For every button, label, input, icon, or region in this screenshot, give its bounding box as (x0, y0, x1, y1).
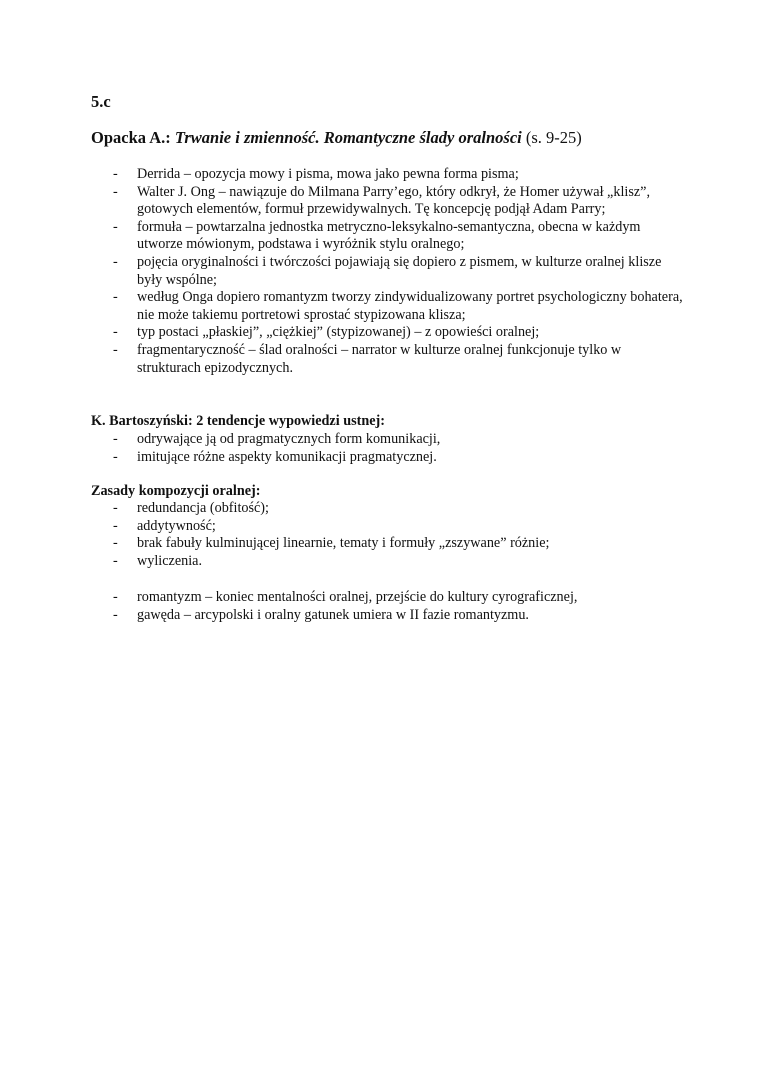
list-item (113, 342, 683, 377)
list-item-text: gawęda – arcypolski i oralny gatunek umiera w II fazie romantyzmu. (137, 606, 529, 623)
list-dash: - (113, 166, 118, 182)
list-item-text: brak fabuły kulminującej linearnie, tematy i formuły „zszywane” różnie; (137, 535, 550, 552)
list-item-text: addytywność; (137, 517, 216, 534)
list-dash: - (113, 448, 118, 465)
list-item-text: odrywające ją od pragmatycznych form komunikacji, (137, 431, 441, 447)
list-dash: - (113, 431, 118, 447)
list-dash: - (113, 324, 118, 341)
list-dash: - (113, 218, 118, 235)
list-item-text: typ postaci „płaskiej”, „ciężkiej” (stypizowanej) – z opowieści oralnej; (137, 324, 540, 341)
list-item (113, 166, 683, 184)
list-item-text: według Onga dopiero romantyzm tworzy zindywidualizowany portret psychologiczny bohatera, nie może takiemu portretowi sprostać stypizowana klisza; (137, 289, 683, 323)
list-item (113, 535, 683, 553)
notes-list-romanticism (113, 589, 683, 624)
list-item-text: Walter J. Ong – nawiązuje do Milmana Parry’ego, który odkrył, że Homer używał „klisz”, gotowych elementów, formuł przewidywalnych. Tę koncepcję podjął Adam Parry; (137, 183, 650, 218)
list-dash: - (113, 589, 118, 605)
list-item (113, 431, 683, 449)
heading-author: Opacka A.: (91, 128, 171, 147)
list-item-text: Derrida – opozycja mowy i pisma, mowa jako pewna forma pisma; (137, 166, 519, 182)
main-heading (91, 128, 582, 148)
list-dash: - (113, 253, 118, 270)
list-item-text: romantyzm – koniec mentalności oralnej, przejście do kultury cyrograficznej, (137, 589, 578, 605)
list-item-text: fragmentaryczność – ślad oralności – narrator w kulturze oralnej funkcjonuje tylko w strukturach epizodycznych. (137, 341, 622, 376)
list-item (113, 518, 683, 536)
list-item (113, 449, 683, 467)
heading-pages: (s. 9-25) (525, 128, 582, 147)
list-item (113, 553, 683, 571)
list-dash: - (113, 535, 118, 552)
list-item-text: wyliczenia. (137, 552, 202, 569)
list-item (113, 184, 683, 219)
list-dash: - (113, 341, 118, 358)
list-item-text: imitujące różne aspekty komunikacji pragmatycznej. (137, 448, 437, 465)
list-item-text: pojęcia oryginalności i twórczości pojawiają się dopiero z pismem, w kulturze oralnej klisze były wspólne; (137, 253, 662, 288)
notes-list-composition (113, 500, 683, 570)
list-item (113, 607, 683, 625)
section-number: 5.c (91, 92, 111, 111)
heading-composition-rules: Zasady kompozycji oralnej: (91, 483, 261, 499)
heading-bartoszynski: K. Bartoszyński: 2 tendencje wypowiedzi ustnej: (91, 413, 385, 429)
list-item (113, 589, 683, 607)
list-dash: - (113, 517, 118, 534)
list-item-text: formuła – powtarzalna jednostka metryczno-leksykalno-semantyczna, obecna w każdym utworze mówionym, podstawa i wyróżnik stylu oralnego; (137, 218, 641, 253)
notes-list-bartoszynski (113, 431, 683, 466)
list-dash: - (113, 606, 118, 623)
list-dash: - (113, 500, 118, 516)
list-item (113, 289, 683, 324)
list-item (113, 219, 683, 254)
list-item (113, 500, 683, 518)
heading-title: Trwanie i zmienność. Romantyczne ślady oralności (174, 128, 522, 147)
list-dash: - (113, 183, 118, 200)
list-item-text: redundancja (obfitość); (137, 500, 269, 516)
list-dash: - (113, 552, 118, 569)
notes-list-opacka (113, 166, 683, 377)
list-item (113, 324, 683, 342)
list-dash: - (113, 289, 118, 306)
list-item (113, 254, 683, 289)
